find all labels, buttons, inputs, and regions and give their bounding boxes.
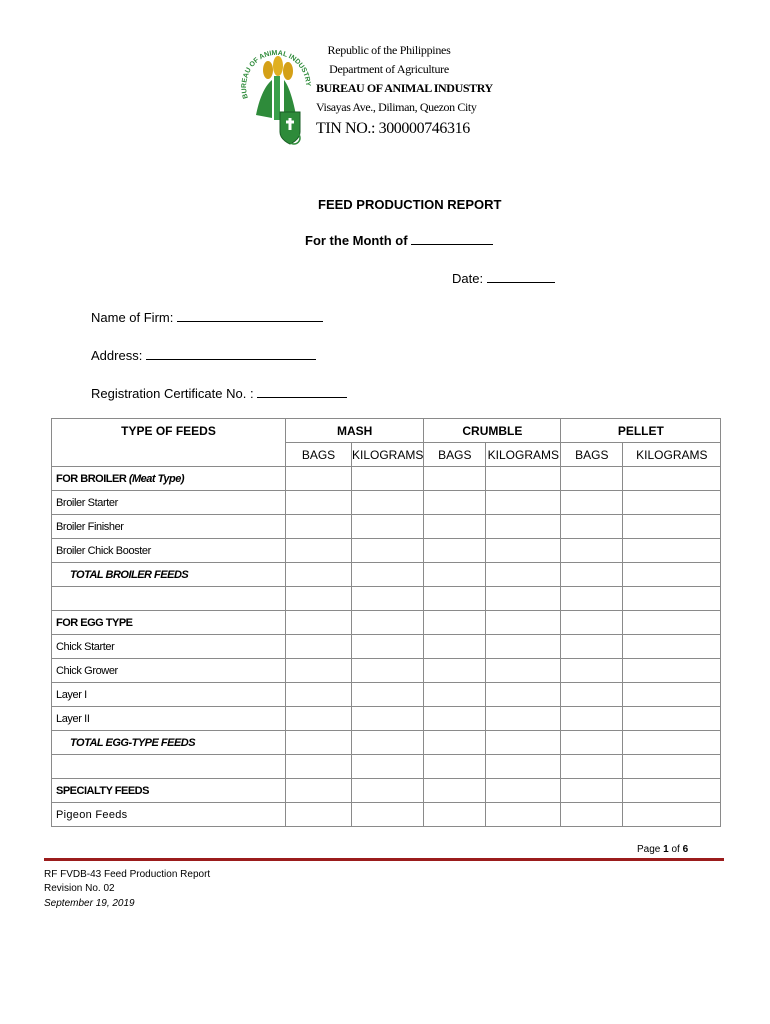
- table-row: [52, 683, 721, 707]
- cell[interactable]: [424, 803, 486, 827]
- cell[interactable]: [486, 731, 561, 755]
- row-label: Broiler Finisher: [52, 515, 286, 539]
- table-row: [52, 563, 721, 587]
- cell[interactable]: [561, 635, 623, 659]
- cell[interactable]: [424, 467, 486, 491]
- cell[interactable]: [561, 659, 623, 683]
- cell[interactable]: [486, 755, 561, 779]
- reg-blank[interactable]: [257, 385, 347, 398]
- row-label: Layer I: [52, 683, 286, 707]
- footer-revision: Revision No. 02: [44, 883, 115, 894]
- row-label: Layer II: [52, 707, 286, 731]
- letterhead-address: Visayas Ave., Diliman, Quezon City: [316, 100, 477, 114]
- table-row: [52, 611, 721, 635]
- reg-line: [91, 385, 347, 401]
- section-specialty: SPECIALTY FEEDS: [52, 779, 286, 803]
- cell[interactable]: [286, 467, 352, 491]
- firm-blank[interactable]: [177, 309, 323, 322]
- cell[interactable]: [486, 539, 561, 563]
- cell[interactable]: [623, 467, 721, 491]
- cell[interactable]: [561, 539, 623, 563]
- cell[interactable]: [561, 803, 623, 827]
- cell[interactable]: [623, 755, 721, 779]
- cell[interactable]: [561, 707, 623, 731]
- letterhead-republic: Republic of the Philippines: [327, 43, 451, 57]
- date-blank[interactable]: [487, 270, 555, 283]
- cell[interactable]: [352, 731, 424, 755]
- cell[interactable]: [561, 491, 623, 515]
- col-type-header: TYPE OF FEEDS: [52, 419, 286, 467]
- cell[interactable]: [286, 707, 352, 731]
- cell[interactable]: [623, 611, 721, 635]
- cell[interactable]: [561, 731, 623, 755]
- cell[interactable]: [486, 611, 561, 635]
- section-broiler: [52, 467, 286, 491]
- cell[interactable]: [286, 539, 352, 563]
- table-row: [52, 707, 721, 731]
- cell[interactable]: [352, 611, 424, 635]
- cell[interactable]: [286, 779, 352, 803]
- report-title: FEED PRODUCTION REPORT: [318, 197, 502, 212]
- table-row: [52, 731, 721, 755]
- sub-kilograms: KILOGRAMS: [352, 443, 424, 467]
- cell[interactable]: [623, 587, 721, 611]
- letterhead-bureau: BUREAU OF ANIMAL INDUSTRY: [316, 81, 493, 95]
- cell[interactable]: [623, 659, 721, 683]
- cell[interactable]: [286, 563, 352, 587]
- blank-cell: [52, 755, 286, 779]
- cell[interactable]: [286, 755, 352, 779]
- cell[interactable]: [352, 539, 424, 563]
- cell[interactable]: [352, 803, 424, 827]
- cell[interactable]: [424, 731, 486, 755]
- cell[interactable]: [424, 659, 486, 683]
- page-prefix: Page: [637, 844, 661, 855]
- month-line: [305, 232, 493, 248]
- page-of: of: [671, 844, 680, 855]
- firm-line: [91, 309, 323, 325]
- total-egg-label: TOTAL EGG-TYPE FEEDS: [52, 731, 286, 755]
- cell[interactable]: [486, 683, 561, 707]
- table-row: [52, 491, 721, 515]
- address-line: [91, 347, 316, 363]
- cell[interactable]: [424, 491, 486, 515]
- cell[interactable]: [424, 611, 486, 635]
- cell[interactable]: [286, 587, 352, 611]
- date-line: [452, 270, 555, 286]
- reg-label: Registration Certificate No. :: [91, 386, 254, 401]
- cell[interactable]: [486, 779, 561, 803]
- cell[interactable]: [623, 731, 721, 755]
- cell[interactable]: [286, 803, 352, 827]
- cell[interactable]: [352, 659, 424, 683]
- sub-bags: BAGS: [424, 443, 486, 467]
- table-row: [52, 803, 721, 827]
- page-total: 6: [682, 844, 689, 855]
- bai-seal-icon: [238, 40, 314, 150]
- cell[interactable]: [286, 611, 352, 635]
- total-broiler-label: TOTAL BROILER FEEDS: [52, 563, 286, 587]
- cell[interactable]: [561, 755, 623, 779]
- cell[interactable]: [486, 515, 561, 539]
- cell[interactable]: [352, 755, 424, 779]
- group-crumble: CRUMBLE: [424, 419, 561, 443]
- cell[interactable]: [352, 779, 424, 803]
- table-row: [52, 779, 721, 803]
- cell[interactable]: [352, 707, 424, 731]
- cell[interactable]: [286, 635, 352, 659]
- feed-table: [51, 418, 721, 827]
- cell[interactable]: [424, 539, 486, 563]
- row-label: Pigeon Feeds: [52, 803, 286, 827]
- cell[interactable]: [424, 707, 486, 731]
- cell[interactable]: [352, 467, 424, 491]
- cell[interactable]: [623, 635, 721, 659]
- cell[interactable]: [623, 683, 721, 707]
- cell[interactable]: [561, 611, 623, 635]
- cell[interactable]: [623, 515, 721, 539]
- cell[interactable]: [352, 515, 424, 539]
- cell[interactable]: [623, 803, 721, 827]
- cell[interactable]: [424, 683, 486, 707]
- group-mash: MASH: [286, 419, 424, 443]
- cell[interactable]: [561, 467, 623, 491]
- row-label: Chick Grower: [52, 659, 286, 683]
- cell[interactable]: [561, 683, 623, 707]
- cell[interactable]: [352, 635, 424, 659]
- table-row: [52, 467, 721, 491]
- blank-cell: [52, 587, 286, 611]
- footer-divider: [44, 858, 724, 861]
- section-broiler-note: (Meat Type): [128, 472, 185, 485]
- cell[interactable]: [286, 683, 352, 707]
- cell[interactable]: [352, 683, 424, 707]
- group-pellet: PELLET: [561, 419, 721, 443]
- table-row: [52, 587, 721, 611]
- row-label: Broiler Chick Booster: [52, 539, 286, 563]
- table-row: [52, 635, 721, 659]
- cell[interactable]: [486, 635, 561, 659]
- cell[interactable]: [486, 659, 561, 683]
- cell[interactable]: [424, 755, 486, 779]
- cell[interactable]: [424, 515, 486, 539]
- seal-text: BUREAU OF ANIMAL INDUSTRY: [241, 49, 312, 100]
- section-egg: FOR EGG TYPE: [52, 611, 286, 635]
- sub-kilograms: KILOGRAMS: [486, 443, 561, 467]
- address-blank[interactable]: [146, 347, 316, 360]
- section-broiler-label: FOR BROILER: [56, 472, 127, 485]
- cell[interactable]: [424, 635, 486, 659]
- page-number: [637, 844, 688, 855]
- cell[interactable]: [486, 491, 561, 515]
- sub-bags: BAGS: [561, 443, 623, 467]
- table-row: [52, 755, 721, 779]
- table-row: [52, 659, 721, 683]
- cell[interactable]: [424, 587, 486, 611]
- row-label: Broiler Starter: [52, 491, 286, 515]
- month-blank[interactable]: [411, 232, 493, 245]
- sub-kilograms: KILOGRAMS: [623, 443, 721, 467]
- table-row: [52, 539, 721, 563]
- cell[interactable]: [286, 731, 352, 755]
- cell[interactable]: [486, 467, 561, 491]
- cell[interactable]: [623, 563, 721, 587]
- firm-label: Name of Firm:: [91, 310, 174, 325]
- cell[interactable]: [561, 587, 623, 611]
- cell[interactable]: [623, 491, 721, 515]
- address-label: Address:: [91, 348, 143, 363]
- cell[interactable]: [623, 539, 721, 563]
- letterhead-department: Department of Agriculture: [329, 62, 449, 76]
- month-label: For the Month of: [305, 233, 408, 248]
- cell[interactable]: [424, 563, 486, 587]
- cell[interactable]: [486, 707, 561, 731]
- cell[interactable]: [352, 491, 424, 515]
- cell[interactable]: [352, 587, 424, 611]
- cell[interactable]: [286, 491, 352, 515]
- cell[interactable]: [352, 563, 424, 587]
- cell[interactable]: [286, 659, 352, 683]
- table-row: [52, 515, 721, 539]
- letterhead-tin: TIN NO.: 300000746316: [316, 120, 470, 137]
- footer-form-code: RF FVDB-43 Feed Production Report: [44, 869, 211, 880]
- cell[interactable]: [424, 779, 486, 803]
- cell[interactable]: [561, 515, 623, 539]
- cell[interactable]: [623, 707, 721, 731]
- cell[interactable]: [286, 515, 352, 539]
- cell[interactable]: [623, 779, 721, 803]
- page-current: 1: [663, 844, 669, 855]
- footer-date: September 19, 2019: [44, 898, 135, 909]
- cell[interactable]: [486, 587, 561, 611]
- sub-bags: BAGS: [286, 443, 352, 467]
- cell[interactable]: [561, 563, 623, 587]
- cell[interactable]: [486, 803, 561, 827]
- row-label: Chick Starter: [52, 635, 286, 659]
- cell[interactable]: [486, 563, 561, 587]
- date-label: Date:: [452, 271, 484, 286]
- cell[interactable]: [561, 779, 623, 803]
